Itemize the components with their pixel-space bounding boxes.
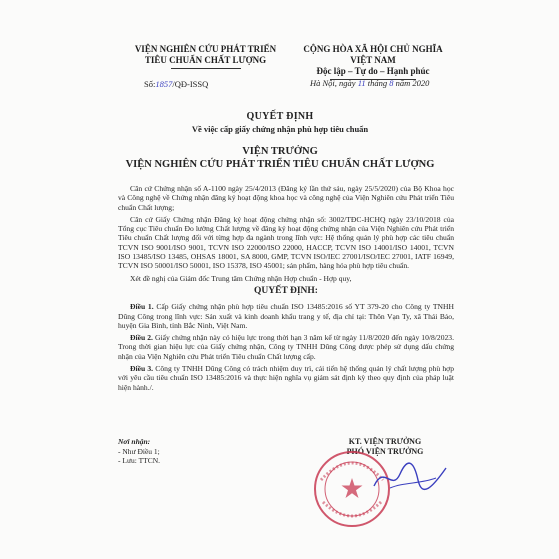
issuer-organization: VIỆN NGHIÊN CỨU PHÁT TRIỂN TIÊU CHUẨN CHẤT LƯỢNG (125, 159, 435, 170)
date-month-label: tháng (367, 78, 388, 88)
agency-underline (171, 68, 241, 69)
agency-name-line1: VIỆN NGHIÊN CỨU PHÁT TRIỂN (134, 44, 277, 54)
decision-heading: QUYẾT ĐỊNH: (254, 285, 318, 296)
recipients-label: Nơi nhận: (118, 437, 151, 446)
national-header (293, 44, 453, 80)
handwritten-signature-icon (370, 458, 450, 498)
date-place: Hà Nội, ngày (310, 78, 356, 88)
article-3 (118, 364, 454, 392)
preamble-paragraph: Căn cứ Giấy Chứng nhận Đăng ký hoạt động chứng nhận số: 3002/TĐC-HCHQ ngày 23/10/2018 của Tổng cục Tiêu chuẩn Đo lường Chất lượng về đăng ký hoạt động chứng nhận của Viện Nghiên cứu Phát triển Tiêu chuẩn Chất lượng đối với từng hợp đa ngành trong lĩnh vực: Hệ thống quản lý phù hợp các tiêu chuẩn TCVN ISO 9001/ISO 9001, TCVN ISO 22000/ISO 22000, HACCP, TCVN ISO 14001/ISO 14001, TCVN ISO 13485/ISO 13485, OHSAS 18001, SA 8000, GMP, TCVN ISO/IEC 27001/ISO/IEC 27001, IATF 16949, TCVN ISO 50001/ISO 50001, ISO 15378, ISO 45001; sản phẩm, hàng hóa phù hợp tiêu chuẩn. (118, 214, 454, 271)
preamble-paragraph: Căn cứ Chứng nhận số A-1100 ngày 25/4/2013 (Đăng ký lần thứ sáu, ngày 25/5/2020) của Bộ Khoa học và Công nghệ về Chứng nhận đăng ký hoạt động khoa học và công nghệ của Viện Nghiên cứu Phát triển Tiêu chuẩn Chất lượng; (118, 184, 454, 212)
article-text: Cấp Giấy chứng nhận phù hợp tiêu chuẩn ISO 13485:2016 số YT 379-20 cho Công ty TNHH Dũng Công trong lĩnh vực: Sản xuất và kinh doanh khẩu trang y tế, địa chỉ tại: Thôn Vạn Ty, xã Thái Bảo, huyện Gia Bình, tỉnh Bắc Ninh, Việt Nam. (118, 302, 454, 330)
signatory-title: PHÓ VIỆN TRƯỞNG (346, 446, 424, 456)
reference-number: 1857 (155, 79, 173, 89)
recipient-item: - Lưu: TTCN. (118, 456, 161, 465)
document-reference (144, 79, 208, 89)
document-date (310, 78, 429, 88)
article-text: Giấy chứng nhận này có hiệu lực trong thời hạn 3 năm kể từ ngày 11/8/2020 đến ngày 10/8/2023. Trong thời gian hiệu lực của Giấy chứng nhận, Công ty TNHH Dũng Công được phép sử dụng dấu chứng nhận của Viện Nghiên cứu Phát triển Tiêu chuẩn Chất lượng cấp. (118, 333, 454, 361)
agency-name-line2: TIÊU CHUẨN CHẤT LƯỢNG (144, 55, 267, 65)
document-body (118, 184, 454, 395)
date-year: năm 2020 (395, 78, 430, 88)
issuer-title: VIỆN TRƯỞNG (242, 146, 318, 157)
date-day: 11 (357, 78, 366, 88)
signatory-authority: KT. VIỆN TRƯỞNG (348, 437, 422, 446)
article-label: Điều 2. (130, 333, 153, 343)
document-subject: Về việc cấp giấy chứng nhận phù hợp tiêu chuẩn (191, 124, 369, 134)
agency-header (118, 44, 293, 69)
nation-name: CỘNG HÒA XÃ HỘI CHỦ NGHĨA VIỆT NAM (303, 44, 443, 65)
preamble-paragraph: Xét đề nghị của Giám đốc Trung tâm Chứng nhận Hợp chuẩn - Hợp quy, (130, 273, 352, 283)
document-title: QUYẾT ĐỊNH (246, 111, 314, 122)
article-text: Công ty TNHH Dũng Công có trách nhiệm duy trì, cải tiến hệ thống quản lý chất lượng phù hợp với yêu cầu tiêu chuẩn ISO 13485:2016 và thực hiện nghĩa vụ giám sát định kỳ theo quy định của pháp luật hiện hành./. (118, 364, 454, 392)
article-label: Điều 3. (130, 364, 154, 374)
article-2 (118, 333, 454, 361)
recipients-block (118, 437, 160, 466)
article-1 (118, 302, 454, 330)
article-label: Điều 1. (130, 302, 154, 312)
date-month: 8 (389, 78, 394, 88)
nation-motto: Độc lập – Tự do – Hạnh phúc (316, 66, 430, 76)
recipient-item: - Như Điều 1; (118, 446, 160, 456)
reference-suffix: /QĐ-ISSQ (172, 79, 209, 89)
reference-prefix: Số: (144, 79, 156, 89)
